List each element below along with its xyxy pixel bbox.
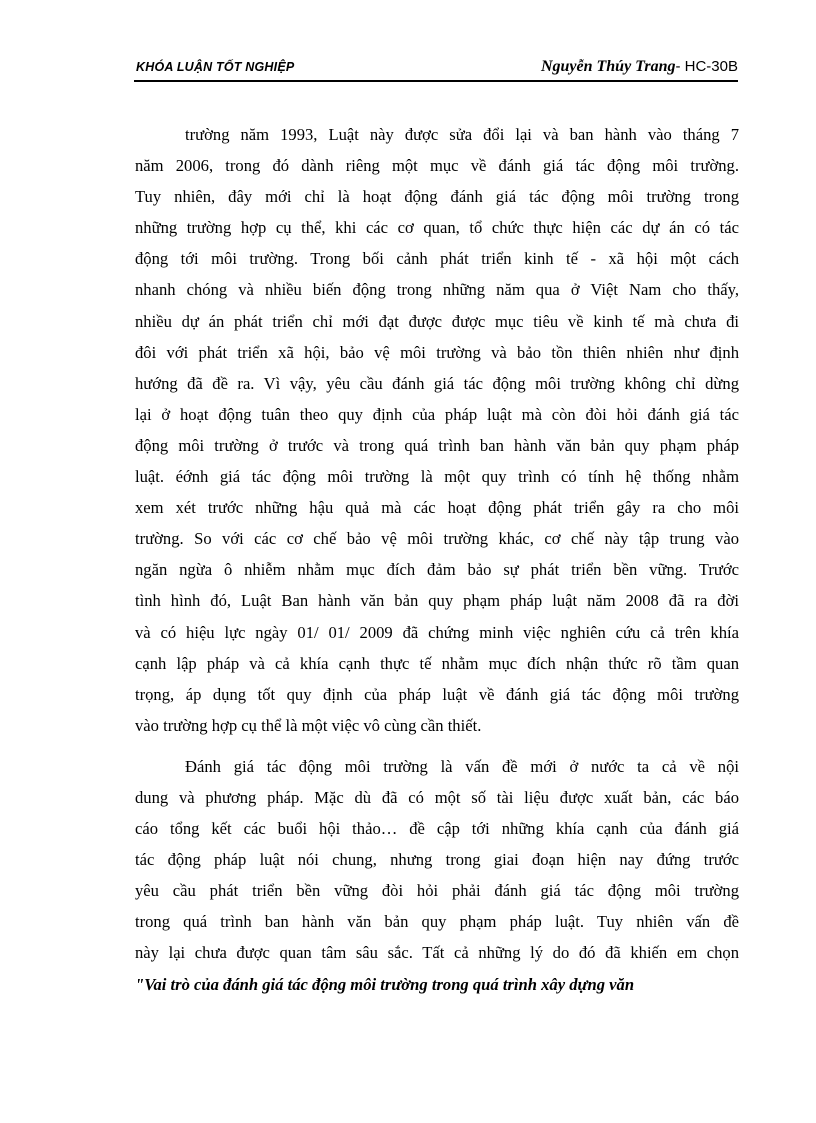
text-line: yêu cầu phát triển bền vững đòi hỏi phải đánh giá tác động môi trường xyxy=(135,881,739,901)
text-line: cáo tổng kết các buổi hội thảo… đề cập tới những khía cạnh của đánh giá xyxy=(135,819,739,839)
text-line: nhanh chóng và nhiều biến động trong những năm qua ở Việt Nam cho thấy, xyxy=(135,280,739,300)
paragraph-2 xyxy=(135,751,739,1000)
text-line: trường. So với các cơ chế bảo vệ môi trường khác, cơ chế này tập trung vào xyxy=(135,529,739,549)
header-author-block xyxy=(541,58,738,76)
text-line: lại ở hoạt động tuân theo quy định của pháp luật mà còn đòi hỏi đánh giá tác xyxy=(135,404,739,424)
text-line: xem xét trước những hậu quả mà các hoạt động phát triển gây ra cho môi xyxy=(135,498,739,518)
text-line: Đánh giá tác động môi trường là vấn đề mới ở nước ta cả về nội xyxy=(185,756,739,776)
header-thesis-label: KHÓA LUẬN TỐT NGHIỆP xyxy=(136,60,295,74)
text-line: luật. éớnh giá tác động môi trường là một quy trình có tính hệ thống nhằm xyxy=(135,467,739,487)
paragraph-1 xyxy=(135,119,739,741)
text-line: động môi trường ở trước và trong quá trình ban hành văn bản quy phạm pháp xyxy=(135,435,739,455)
page-header xyxy=(134,56,738,82)
text-line: trong quá trình ban hành văn bản quy phạm pháp luật. Tuy nhiên vấn đề xyxy=(135,912,739,932)
text-line: cạnh lập pháp và cả khía cạnh thực tế nhằm mục đích nhận thức rõ tầm quan xyxy=(135,653,739,673)
text-line: năm 2006, trong đó dành riêng một mục về đánh giá tác động môi trường. xyxy=(135,156,739,176)
header-author-name: Nguyễn Thúy Trang xyxy=(540,58,676,75)
text-line: tình hình đó, Luật Ban hành văn bản quy phạm pháp luật năm 2008 đã ra đời xyxy=(135,591,739,611)
text-line: dung và phương pháp. Mặc dù đã có một số tài liệu được xuất bản, các báo xyxy=(135,787,739,807)
text-line: trọng, áp dụng tốt quy định của pháp luật về đánh giá tác động môi trường xyxy=(135,684,739,704)
text-line: đôi với phát triển xã hội, bảo vệ môi trường và bảo tồn thiên nhiên như định xyxy=(135,342,739,362)
text-line: tác động pháp luật nói chung, nhưng trong giai đoạn hiện nay đứng trước xyxy=(135,850,739,870)
thesis-title-fragment: "Vai trò của đánh giá tác động môi trường trong quá trình xây dựng văn xyxy=(135,974,635,994)
header-class-code: - HC-30B xyxy=(675,58,738,75)
text-line: những trường hợp cụ thể, khi các cơ quan, tổ chức thực hiện các dự án có tác xyxy=(135,218,739,238)
text-line: Tuy nhiên, đây mới chỉ là hoạt động đánh giá tác động môi trường trong xyxy=(135,187,739,207)
text-line: vào trường hợp cụ thể là một việc vô cùng cần thiết. xyxy=(135,715,482,735)
text-line: nhiều dự án phát triển chỉ mới đạt được được mục tiêu về kinh tế mà chưa đi xyxy=(135,311,739,331)
text-line: và có hiệu lực ngày 01/ 01/ 2009 đã chứng minh việc nghiên cứu cả trên khía xyxy=(135,622,739,642)
text-line: hướng đã đề ra. Vì vậy, yêu cầu đánh giá tác động môi trường không chỉ dừng xyxy=(135,373,739,393)
text-line: động tới môi trường. Trong bối cảnh phát triển kinh tế - xã hội một cách xyxy=(135,249,739,269)
text-line: này lại chưa được quan tâm sâu sắc. Tất cả những lý do đó đã khiến em chọn xyxy=(135,943,739,963)
text-line: trường năm 1993, Luật này được sửa đổi lại và ban hành vào tháng 7 xyxy=(185,125,739,144)
text-line: ngăn ngừa ô nhiễm nhằm mục đích đảm bảo sự phát triển bền vững. Trước xyxy=(135,560,739,580)
document-body xyxy=(135,119,739,1000)
